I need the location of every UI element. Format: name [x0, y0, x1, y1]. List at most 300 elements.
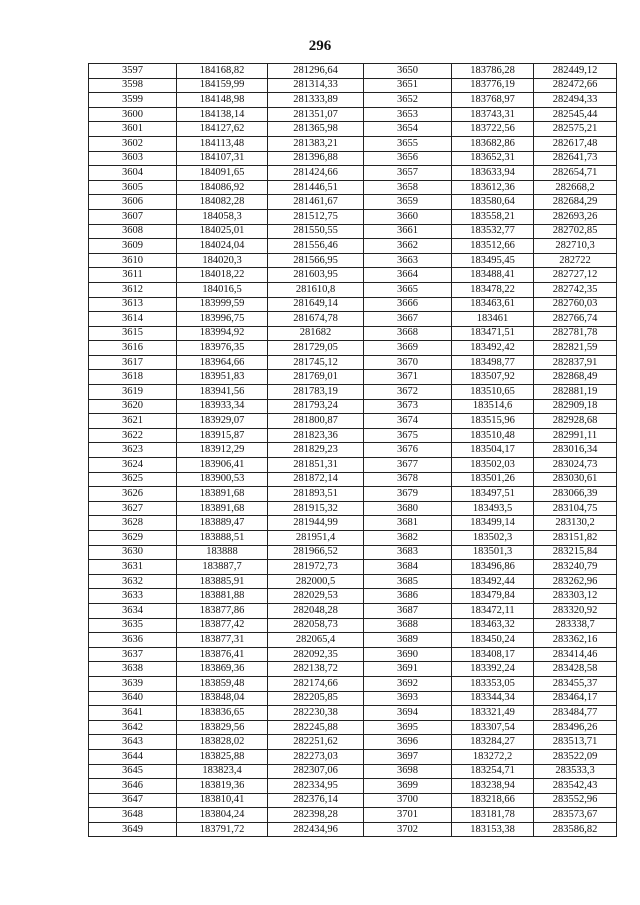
point-number-cell: 3639 [89, 676, 177, 691]
point-number-cell: 3660 [364, 209, 452, 224]
point-number-cell: 3628 [89, 516, 177, 531]
table-row [89, 618, 617, 633]
y-coordinate-cell: 281682 [268, 326, 364, 341]
y-coordinate-cell: 282702,85 [534, 224, 617, 239]
x-coordinate-cell: 183933,34 [177, 399, 268, 414]
x-coordinate-cell: 184148,98 [177, 93, 268, 108]
point-number-cell: 3671 [364, 370, 452, 385]
x-coordinate-cell: 183836,65 [177, 706, 268, 721]
x-coordinate-cell: 183532,77 [452, 224, 534, 239]
table-row [89, 136, 617, 151]
point-number-cell: 3638 [89, 662, 177, 677]
x-coordinate-cell: 183906,41 [177, 458, 268, 473]
point-number-cell: 3690 [364, 647, 452, 662]
y-coordinate-cell: 281729,05 [268, 341, 364, 356]
x-coordinate-cell: 183492,42 [452, 341, 534, 356]
y-coordinate-cell: 283464,17 [534, 691, 617, 706]
y-coordinate-cell: 283215,84 [534, 545, 617, 560]
point-number-cell: 3610 [89, 253, 177, 268]
point-number-cell: 3669 [364, 341, 452, 356]
point-number-cell: 3601 [89, 122, 177, 137]
y-coordinate-cell: 281769,01 [268, 370, 364, 385]
x-coordinate-cell: 183819,36 [177, 779, 268, 794]
y-coordinate-cell: 283030,61 [534, 472, 617, 487]
x-coordinate-cell: 183877,31 [177, 633, 268, 648]
y-coordinate-cell: 282205,85 [268, 691, 364, 706]
x-coordinate-cell: 183580,64 [452, 195, 534, 210]
x-coordinate-cell: 184058,3 [177, 209, 268, 224]
table-row [89, 326, 617, 341]
y-coordinate-cell: 283455,37 [534, 676, 617, 691]
point-number-cell: 3684 [364, 560, 452, 575]
x-coordinate-cell: 183463,61 [452, 297, 534, 312]
table-row [89, 516, 617, 531]
point-number-cell: 3599 [89, 93, 177, 108]
x-coordinate-cell: 183472,11 [452, 603, 534, 618]
table-row [89, 749, 617, 764]
table-row [89, 458, 617, 473]
y-coordinate-cell: 281296,64 [268, 64, 364, 79]
table-row [89, 282, 617, 297]
point-number-cell: 3605 [89, 180, 177, 195]
point-number-cell: 3612 [89, 282, 177, 297]
point-number-cell: 3689 [364, 633, 452, 648]
x-coordinate-cell: 184016,5 [177, 282, 268, 297]
y-coordinate-cell: 283066,39 [534, 487, 617, 502]
table-row [89, 720, 617, 735]
point-number-cell: 3696 [364, 735, 452, 750]
table-row [89, 312, 617, 327]
x-coordinate-cell: 184138,14 [177, 107, 268, 122]
y-coordinate-cell: 283542,43 [534, 779, 617, 794]
y-coordinate-cell: 282654,71 [534, 166, 617, 181]
y-coordinate-cell: 282334,95 [268, 779, 364, 794]
point-number-cell: 3653 [364, 107, 452, 122]
y-coordinate-cell: 281424,66 [268, 166, 364, 181]
x-coordinate-cell: 183888,51 [177, 531, 268, 546]
table-row [89, 647, 617, 662]
x-coordinate-cell: 183633,94 [452, 166, 534, 181]
x-coordinate-cell: 183999,59 [177, 297, 268, 312]
point-number-cell: 3667 [364, 312, 452, 327]
point-number-cell: 3686 [364, 589, 452, 604]
x-coordinate-cell: 183951,83 [177, 370, 268, 385]
y-coordinate-cell: 281851,31 [268, 458, 364, 473]
point-number-cell: 3678 [364, 472, 452, 487]
y-coordinate-cell: 283240,79 [534, 560, 617, 575]
point-number-cell: 3700 [364, 793, 452, 808]
y-coordinate-cell: 281461,67 [268, 195, 364, 210]
x-coordinate-cell: 183885,91 [177, 574, 268, 589]
point-number-cell: 3658 [364, 180, 452, 195]
x-coordinate-cell: 183450,24 [452, 633, 534, 648]
point-number-cell: 3652 [364, 93, 452, 108]
point-number-cell: 3630 [89, 545, 177, 560]
x-coordinate-cell: 183515,96 [452, 414, 534, 429]
y-coordinate-cell: 283414,46 [534, 647, 617, 662]
x-coordinate-cell: 183504,17 [452, 443, 534, 458]
y-coordinate-cell: 281893,51 [268, 487, 364, 502]
point-number-cell: 3699 [364, 779, 452, 794]
y-coordinate-cell: 282545,44 [534, 107, 617, 122]
point-number-cell: 3675 [364, 428, 452, 443]
point-number-cell: 3621 [89, 414, 177, 429]
point-number-cell: 3641 [89, 706, 177, 721]
point-number-cell: 3598 [89, 78, 177, 93]
x-coordinate-cell: 184020,3 [177, 253, 268, 268]
point-number-cell: 3665 [364, 282, 452, 297]
y-coordinate-cell: 282668,2 [534, 180, 617, 195]
x-coordinate-cell: 183478,22 [452, 282, 534, 297]
point-number-cell: 3657 [364, 166, 452, 181]
y-coordinate-cell: 281745,12 [268, 355, 364, 370]
x-coordinate-cell: 183891,68 [177, 501, 268, 516]
y-coordinate-cell: 281603,95 [268, 268, 364, 283]
y-coordinate-cell: 282273,03 [268, 749, 364, 764]
y-coordinate-cell: 281314,33 [268, 78, 364, 93]
x-coordinate-cell: 183964,66 [177, 355, 268, 370]
y-coordinate-cell: 281365,98 [268, 122, 364, 137]
y-coordinate-cell: 283320,92 [534, 603, 617, 618]
point-number-cell: 3603 [89, 151, 177, 166]
x-coordinate-cell: 183507,92 [452, 370, 534, 385]
point-number-cell: 3620 [89, 399, 177, 414]
table-row [89, 560, 617, 575]
point-number-cell: 3701 [364, 808, 452, 823]
y-coordinate-cell: 281972,73 [268, 560, 364, 575]
table-row [89, 268, 617, 283]
y-coordinate-cell: 283016,34 [534, 443, 617, 458]
x-coordinate-cell: 183994,92 [177, 326, 268, 341]
y-coordinate-cell: 281383,21 [268, 136, 364, 151]
x-coordinate-cell: 183743,31 [452, 107, 534, 122]
y-coordinate-cell: 282641,73 [534, 151, 617, 166]
point-number-cell: 3607 [89, 209, 177, 224]
x-coordinate-cell: 184159,99 [177, 78, 268, 93]
x-coordinate-cell: 184091,65 [177, 166, 268, 181]
x-coordinate-cell: 183495,45 [452, 253, 534, 268]
y-coordinate-cell: 282251,62 [268, 735, 364, 750]
x-coordinate-cell: 183497,51 [452, 487, 534, 502]
table-row [89, 706, 617, 721]
y-coordinate-cell: 281829,23 [268, 443, 364, 458]
x-coordinate-cell: 183912,29 [177, 443, 268, 458]
y-coordinate-cell: 283496,26 [534, 720, 617, 735]
x-coordinate-cell: 183891,68 [177, 487, 268, 502]
point-number-cell: 3679 [364, 487, 452, 502]
y-coordinate-cell: 283151,82 [534, 531, 617, 546]
point-number-cell: 3613 [89, 297, 177, 312]
table-row [89, 735, 617, 750]
point-number-cell: 3631 [89, 560, 177, 575]
point-number-cell: 3697 [364, 749, 452, 764]
y-coordinate-cell: 282684,29 [534, 195, 617, 210]
point-number-cell: 3611 [89, 268, 177, 283]
x-coordinate-cell: 183976,35 [177, 341, 268, 356]
x-coordinate-cell: 183272,2 [452, 749, 534, 764]
point-number-cell: 3685 [364, 574, 452, 589]
y-coordinate-cell: 281951,4 [268, 531, 364, 546]
x-coordinate-cell: 183848,04 [177, 691, 268, 706]
x-coordinate-cell: 183825,88 [177, 749, 268, 764]
x-coordinate-cell: 183496,86 [452, 560, 534, 575]
y-coordinate-cell: 282230,38 [268, 706, 364, 721]
x-coordinate-cell: 183786,28 [452, 64, 534, 79]
x-coordinate-cell: 184086,92 [177, 180, 268, 195]
y-coordinate-cell: 281556,46 [268, 239, 364, 254]
table-row [89, 224, 617, 239]
y-coordinate-cell: 281823,36 [268, 428, 364, 443]
point-number-cell: 3682 [364, 531, 452, 546]
point-number-cell: 3650 [364, 64, 452, 79]
x-coordinate-cell: 183828,02 [177, 735, 268, 750]
point-number-cell: 3635 [89, 618, 177, 633]
table-row [89, 501, 617, 516]
y-coordinate-cell: 282472,66 [534, 78, 617, 93]
table-row [89, 531, 617, 546]
point-number-cell: 3609 [89, 239, 177, 254]
point-number-cell: 3692 [364, 676, 452, 691]
table-row [89, 341, 617, 356]
table-row [89, 297, 617, 312]
y-coordinate-cell: 282048,28 [268, 603, 364, 618]
point-number-cell: 3636 [89, 633, 177, 648]
point-number-cell: 3702 [364, 822, 452, 837]
point-number-cell: 3672 [364, 385, 452, 400]
y-coordinate-cell: 281674,78 [268, 312, 364, 327]
coordinates-table-body [89, 64, 617, 837]
table-row [89, 399, 617, 414]
table-row [89, 574, 617, 589]
table-row [89, 779, 617, 794]
x-coordinate-cell: 183488,41 [452, 268, 534, 283]
table-row [89, 64, 617, 79]
x-coordinate-cell: 183501,26 [452, 472, 534, 487]
table-row [89, 443, 617, 458]
x-coordinate-cell: 183471,51 [452, 326, 534, 341]
page-number: 296 [308, 38, 332, 54]
point-number-cell: 3694 [364, 706, 452, 721]
y-coordinate-cell: 282693,26 [534, 209, 617, 224]
y-coordinate-cell: 282766,74 [534, 312, 617, 327]
table-row [89, 633, 617, 648]
x-coordinate-cell: 183479,84 [452, 589, 534, 604]
point-number-cell: 3687 [364, 603, 452, 618]
y-coordinate-cell: 282991,11 [534, 428, 617, 443]
x-coordinate-cell: 184025,01 [177, 224, 268, 239]
point-number-cell: 3670 [364, 355, 452, 370]
point-number-cell: 3683 [364, 545, 452, 560]
y-coordinate-cell: 283262,96 [534, 574, 617, 589]
point-number-cell: 3634 [89, 603, 177, 618]
x-coordinate-cell: 183502,3 [452, 531, 534, 546]
table-row [89, 414, 617, 429]
x-coordinate-cell: 183722,56 [452, 122, 534, 137]
x-coordinate-cell: 183859,48 [177, 676, 268, 691]
table-row [89, 166, 617, 181]
y-coordinate-cell: 282174,66 [268, 676, 364, 691]
x-coordinate-cell: 183408,17 [452, 647, 534, 662]
point-number-cell: 3643 [89, 735, 177, 750]
point-number-cell: 3637 [89, 647, 177, 662]
table-row [89, 78, 617, 93]
y-coordinate-cell: 283522,09 [534, 749, 617, 764]
y-coordinate-cell: 282434,96 [268, 822, 364, 837]
x-coordinate-cell: 183463,32 [452, 618, 534, 633]
y-coordinate-cell: 283024,73 [534, 458, 617, 473]
table-row [89, 545, 617, 560]
x-coordinate-cell: 184113,48 [177, 136, 268, 151]
point-number-cell: 3676 [364, 443, 452, 458]
point-number-cell: 3640 [89, 691, 177, 706]
table-row [89, 93, 617, 108]
point-number-cell: 3602 [89, 136, 177, 151]
y-coordinate-cell: 282494,33 [534, 93, 617, 108]
x-coordinate-cell: 183392,24 [452, 662, 534, 677]
y-coordinate-cell: 282781,78 [534, 326, 617, 341]
y-coordinate-cell: 282617,48 [534, 136, 617, 151]
x-coordinate-cell: 183881,88 [177, 589, 268, 604]
point-number-cell: 3648 [89, 808, 177, 823]
x-coordinate-cell: 183929,07 [177, 414, 268, 429]
point-number-cell: 3619 [89, 385, 177, 400]
x-coordinate-cell: 184082,28 [177, 195, 268, 210]
x-coordinate-cell: 183682,86 [452, 136, 534, 151]
x-coordinate-cell: 183900,53 [177, 472, 268, 487]
point-number-cell: 3597 [89, 64, 177, 79]
y-coordinate-cell: 282868,49 [534, 370, 617, 385]
table-row [89, 355, 617, 370]
y-coordinate-cell: 282449,12 [534, 64, 617, 79]
table-row [89, 107, 617, 122]
x-coordinate-cell: 184107,31 [177, 151, 268, 166]
y-coordinate-cell: 281872,14 [268, 472, 364, 487]
y-coordinate-cell: 282575,21 [534, 122, 617, 137]
x-coordinate-cell: 183344,34 [452, 691, 534, 706]
table-row [89, 195, 617, 210]
table-row [89, 487, 617, 502]
y-coordinate-cell: 283552,96 [534, 793, 617, 808]
y-coordinate-cell: 283484,77 [534, 706, 617, 721]
y-coordinate-cell: 282245,88 [268, 720, 364, 735]
x-coordinate-cell: 184024,04 [177, 239, 268, 254]
table-row [89, 428, 617, 443]
y-coordinate-cell: 282881,19 [534, 385, 617, 400]
point-number-cell: 3654 [364, 122, 452, 137]
x-coordinate-cell: 183254,71 [452, 764, 534, 779]
point-number-cell: 3626 [89, 487, 177, 502]
point-number-cell: 3663 [364, 253, 452, 268]
y-coordinate-cell: 283362,16 [534, 633, 617, 648]
table-row [89, 589, 617, 604]
x-coordinate-cell: 184018,22 [177, 268, 268, 283]
y-coordinate-cell: 283303,12 [534, 589, 617, 604]
y-coordinate-cell: 283428,58 [534, 662, 617, 677]
y-coordinate-cell: 282760,03 [534, 297, 617, 312]
y-coordinate-cell: 283586,82 [534, 822, 617, 837]
y-coordinate-cell: 282138,72 [268, 662, 364, 677]
point-number-cell: 3629 [89, 531, 177, 546]
x-coordinate-cell: 183498,77 [452, 355, 534, 370]
x-coordinate-cell: 183915,87 [177, 428, 268, 443]
y-coordinate-cell: 281550,55 [268, 224, 364, 239]
y-coordinate-cell: 282000,5 [268, 574, 364, 589]
point-number-cell: 3646 [89, 779, 177, 794]
x-coordinate-cell: 183307,54 [452, 720, 534, 735]
y-coordinate-cell: 282092,35 [268, 647, 364, 662]
point-number-cell: 3698 [364, 764, 452, 779]
table-row [89, 209, 617, 224]
point-number-cell: 3624 [89, 458, 177, 473]
point-number-cell: 3668 [364, 326, 452, 341]
y-coordinate-cell: 282398,28 [268, 808, 364, 823]
x-coordinate-cell: 183514,6 [452, 399, 534, 414]
y-coordinate-cell: 281915,32 [268, 501, 364, 516]
x-coordinate-cell: 183218,66 [452, 793, 534, 808]
y-coordinate-cell: 282727,12 [534, 268, 617, 283]
point-number-cell: 3662 [364, 239, 452, 254]
point-number-cell: 3608 [89, 224, 177, 239]
table-row [89, 691, 617, 706]
point-number-cell: 3642 [89, 720, 177, 735]
x-coordinate-cell: 183284,27 [452, 735, 534, 750]
point-number-cell: 3677 [364, 458, 452, 473]
x-coordinate-cell: 183510,48 [452, 428, 534, 443]
x-coordinate-cell: 183877,42 [177, 618, 268, 633]
point-number-cell: 3651 [364, 78, 452, 93]
y-coordinate-cell: 282821,59 [534, 341, 617, 356]
point-number-cell: 3691 [364, 662, 452, 677]
x-coordinate-cell: 183181,78 [452, 808, 534, 823]
table-row [89, 385, 617, 400]
x-coordinate-cell: 183877,86 [177, 603, 268, 618]
x-coordinate-cell: 183612,36 [452, 180, 534, 195]
point-number-cell: 3614 [89, 312, 177, 327]
y-coordinate-cell: 281800,87 [268, 414, 364, 429]
point-number-cell: 3659 [364, 195, 452, 210]
point-number-cell: 3681 [364, 516, 452, 531]
point-number-cell: 3618 [89, 370, 177, 385]
x-coordinate-cell: 183558,21 [452, 209, 534, 224]
table-row [89, 151, 617, 166]
point-number-cell: 3695 [364, 720, 452, 735]
y-coordinate-cell: 282710,3 [534, 239, 617, 254]
y-coordinate-cell: 281512,75 [268, 209, 364, 224]
x-coordinate-cell: 183996,75 [177, 312, 268, 327]
x-coordinate-cell: 183501,3 [452, 545, 534, 560]
point-number-cell: 3649 [89, 822, 177, 837]
point-number-cell: 3655 [364, 136, 452, 151]
y-coordinate-cell: 282742,35 [534, 282, 617, 297]
x-coordinate-cell: 183153,38 [452, 822, 534, 837]
y-coordinate-cell: 281966,52 [268, 545, 364, 560]
point-number-cell: 3644 [89, 749, 177, 764]
table-row [89, 662, 617, 677]
y-coordinate-cell: 282376,14 [268, 793, 364, 808]
y-coordinate-cell: 282029,53 [268, 589, 364, 604]
table-row [89, 253, 617, 268]
x-coordinate-cell: 183810,41 [177, 793, 268, 808]
x-coordinate-cell: 183321,49 [452, 706, 534, 721]
point-number-cell: 3617 [89, 355, 177, 370]
point-number-cell: 3680 [364, 501, 452, 516]
y-coordinate-cell: 283573,67 [534, 808, 617, 823]
point-number-cell: 3633 [89, 589, 177, 604]
y-coordinate-cell: 282722 [534, 253, 617, 268]
point-number-cell: 3632 [89, 574, 177, 589]
point-number-cell: 3674 [364, 414, 452, 429]
table-row [89, 676, 617, 691]
